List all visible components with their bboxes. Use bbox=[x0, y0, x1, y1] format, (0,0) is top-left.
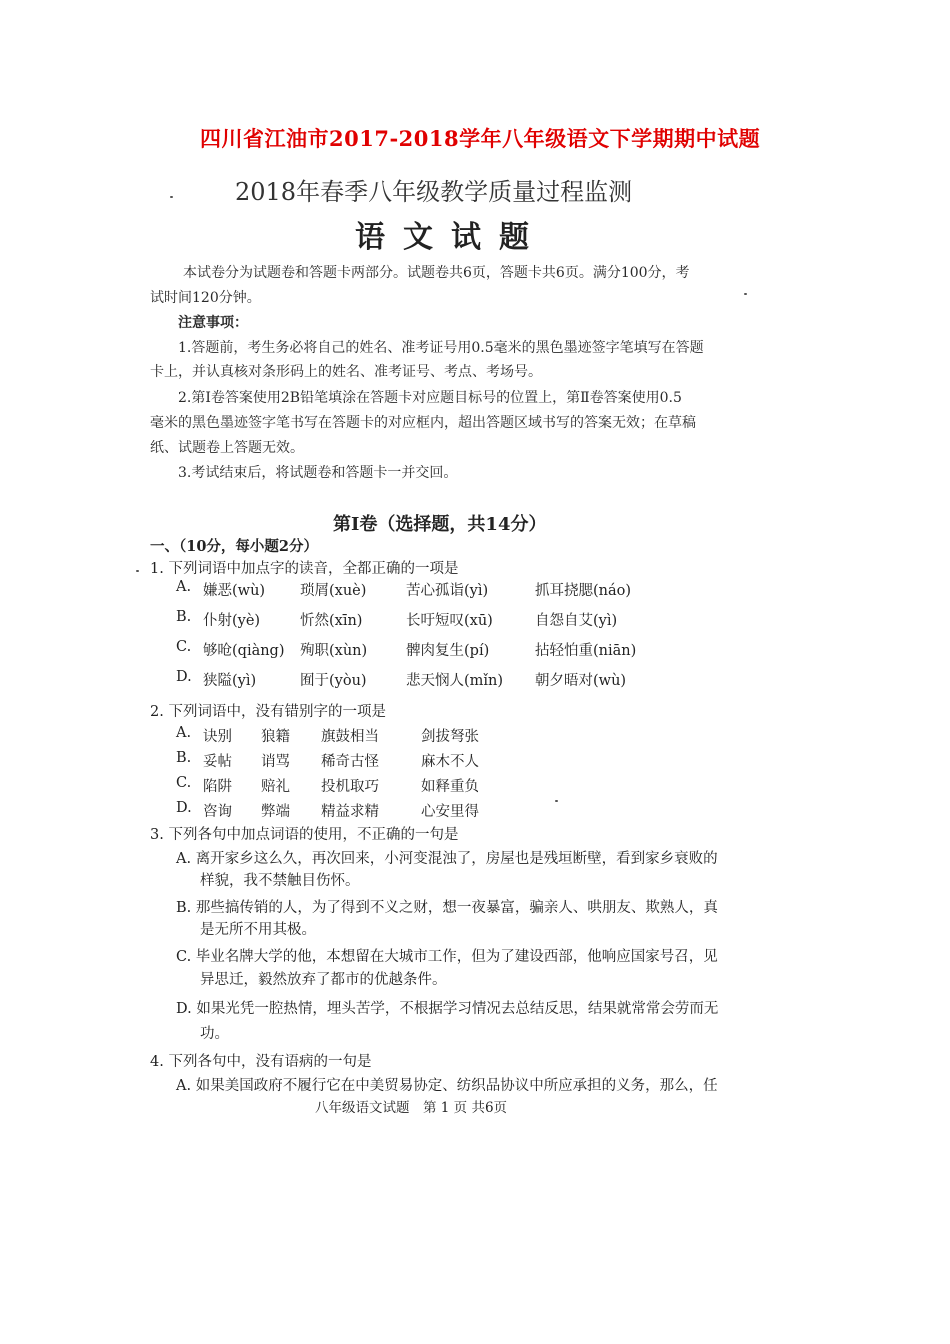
page-footer: 八年级语文试题 第 1 页 共6页 bbox=[315, 1100, 508, 1116]
scan-speck bbox=[555, 800, 558, 802]
scan-speck bbox=[170, 196, 173, 198]
option-item: 剑拔弩张 bbox=[421, 729, 479, 745]
question-3-stem: 3. 下列各句中加点词语的使用，不正确的一句是 bbox=[150, 827, 459, 843]
option-label: A. bbox=[176, 725, 192, 741]
option-item: 苦心孤诣(yì) bbox=[406, 583, 489, 599]
question-4-option-a-line-1: A. 如果美国政府不履行它在中美贸易协定、纺织品协议中所应承担的义务，那么，任 bbox=[176, 1078, 718, 1094]
scan-speck bbox=[744, 293, 747, 295]
option-item: 拈轻怕重(niān) bbox=[535, 643, 637, 659]
option-item: 如释重负 bbox=[421, 779, 479, 795]
option-item: 精益求精 bbox=[321, 804, 379, 820]
option-item: 赔礼 bbox=[261, 779, 290, 795]
question-3-option-b-line-1: B. 那些搞传销的人，为了得到不义之财，想一夜暴富，骗亲人、哄朋友、欺熟人，真 bbox=[176, 900, 718, 916]
section-title: 第Ⅰ卷（选择题，共14分） bbox=[333, 514, 547, 535]
question-1-stem: 1. 下列词语中加点字的读音，全都正确的一项是 bbox=[150, 561, 459, 577]
option-item: 弊端 bbox=[261, 804, 290, 820]
question-3-option-c-line-1: C. 毕业名牌大学的他，本想留在大城市工作，但为了建设西部，他响应国家号召，见 bbox=[176, 949, 718, 965]
option-item: 心安里得 bbox=[421, 804, 479, 820]
option-item: 髀肉复生(pí) bbox=[406, 643, 490, 659]
option-label: C. bbox=[176, 775, 192, 791]
option-item: 抓耳挠腮(náo) bbox=[535, 583, 632, 599]
option-item: 麻木不人 bbox=[421, 754, 479, 770]
exam-subtitle: 2018年春季八年级教学质量过程监测 bbox=[235, 178, 633, 206]
option-item: 殉职(xùn) bbox=[300, 643, 368, 659]
notice-1-line-2: 卡上，并认真核对条形码上的姓名、准考证号、考点、考场号。 bbox=[150, 364, 542, 380]
option-label: D. bbox=[176, 669, 192, 685]
question-4-stem: 4. 下列各句中，没有语病的一句是 bbox=[150, 1054, 372, 1070]
question-3-option-a-line-2: 样貌，我不禁触目伤怀。 bbox=[200, 873, 360, 889]
notice-2-line-3: 纸、试题卷上答题无效。 bbox=[150, 440, 304, 456]
option-label: A. bbox=[176, 579, 192, 595]
notice-heading: 注意事项： bbox=[178, 315, 248, 331]
question-3-option-d-line-1: D. 如果光凭一腔热情，埋头苦学，不根据学习情况去总结反思，结果就常常会劳而无 bbox=[176, 1001, 719, 1017]
notice-3: 3.考试结束后，将试题卷和答题卡一并交回。 bbox=[178, 465, 458, 481]
intro-line-1: 本试卷分为试题卷和答题卡两部分。试题卷共6页，答题卡共6页。满分100分，考 bbox=[183, 265, 690, 281]
question-3-option-d-line-2: 功。 bbox=[200, 1026, 229, 1042]
option-item: 琐屑(xuè) bbox=[300, 583, 367, 599]
option-item: 够呛(qiàng) bbox=[203, 643, 285, 659]
option-item: 咨询 bbox=[203, 804, 232, 820]
exam-main-title: 语文试题 bbox=[355, 220, 547, 255]
option-item: 自怨自艾(yì) bbox=[535, 613, 618, 629]
option-item: 囿于(yòu) bbox=[300, 673, 367, 689]
option-item: 长吁短叹(xū) bbox=[406, 613, 493, 629]
option-item: 稀奇古怪 bbox=[321, 754, 379, 770]
notice-2-line-2: 毫米的黑色墨迹签字笔书写在答题卡的对应框内，超出答题区域书写的答案无效；在草稿 bbox=[150, 415, 696, 431]
notice-2-line-1: 2.第Ⅰ卷答案使用2B铅笔填涂在答题卡对应题目标号的位置上，第Ⅱ卷答案使用0.5 bbox=[178, 390, 682, 406]
option-label: C. bbox=[176, 639, 192, 655]
option-label: B. bbox=[176, 750, 192, 766]
intro-line-2: 试时间120分钟。 bbox=[150, 290, 261, 306]
option-item: 诀别 bbox=[203, 729, 232, 745]
option-item: 朝夕晤对(wù) bbox=[535, 673, 627, 689]
option-item: 狭隘(yì) bbox=[203, 673, 257, 689]
option-item: 妥帖 bbox=[203, 754, 232, 770]
question-3-option-b-line-2: 是无所不用其极。 bbox=[200, 922, 316, 938]
question-3-option-c-line-2: 异思迁，毅然放弃了都市的优越条件。 bbox=[200, 972, 447, 988]
part-1-heading: 一、（10分，每小题2分） bbox=[150, 538, 319, 555]
option-label: B. bbox=[176, 609, 192, 625]
question-2-stem: 2. 下列词语中，没有错别字的一项是 bbox=[150, 704, 386, 720]
option-item: 悲天悯人(mǐn) bbox=[406, 673, 504, 689]
option-item: 旗鼓相当 bbox=[321, 729, 379, 745]
option-label: D. bbox=[176, 800, 192, 816]
question-3-option-a-line-1: A. 离开家乡这么久，再次回来，小河变混浊了，房屋也是残垣断壁，看到家乡衰败的 bbox=[176, 851, 718, 867]
option-item: 狼籍 bbox=[261, 729, 290, 745]
option-item: 嫌恶(wù) bbox=[203, 583, 266, 599]
option-item: 投机取巧 bbox=[321, 779, 379, 795]
notice-1-line-1: 1.答题前，考生务必将自己的姓名、准考证号用0.5毫米的黑色墨迹签字笔填写在答题 bbox=[178, 340, 704, 356]
option-item: 忻然(xīn) bbox=[300, 613, 363, 629]
option-item: 仆射(yè) bbox=[203, 613, 261, 629]
document-source-title: 四川省江油市2017-2018学年八年级语文下学期期中试题 bbox=[200, 126, 761, 151]
option-item: 诮骂 bbox=[261, 754, 290, 770]
scan-speck bbox=[136, 570, 139, 572]
option-item: 陷阱 bbox=[203, 779, 232, 795]
